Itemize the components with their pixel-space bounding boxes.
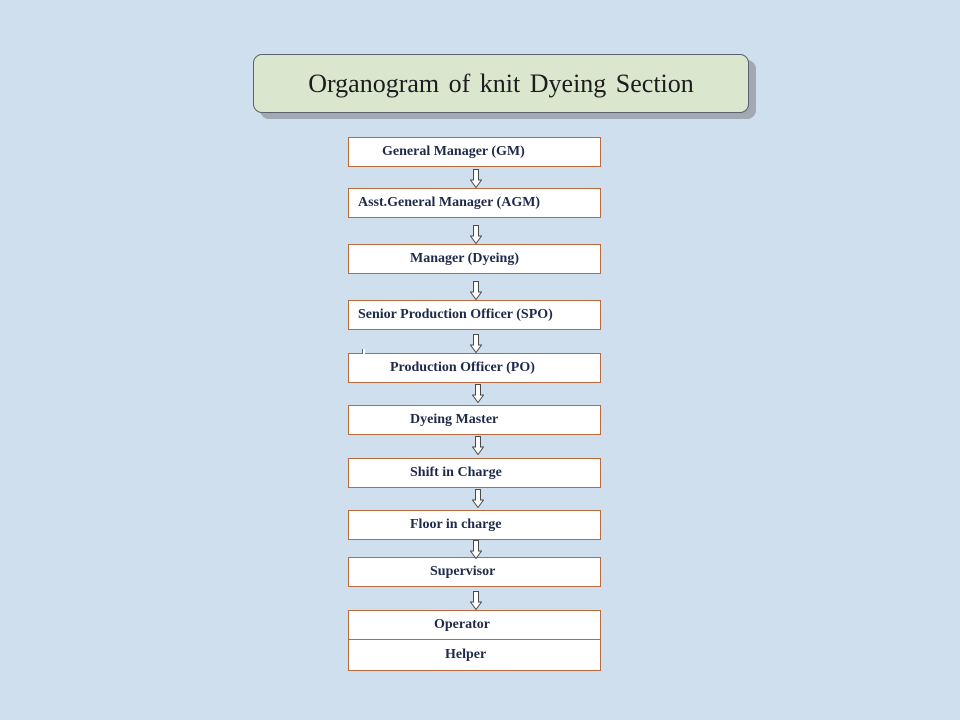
- down-arrow-icon: [470, 225, 482, 244]
- node-supervisor: [348, 557, 601, 587]
- node-floor-in-charge: [348, 510, 601, 540]
- node-general-manager: [348, 137, 601, 167]
- node-label: Operator: [434, 617, 490, 632]
- node-label: Manager (Dyeing): [410, 251, 519, 266]
- connector-tick: [362, 349, 365, 354]
- node-asst-general-manager: [348, 188, 601, 218]
- node-shift-in-charge: [348, 458, 601, 488]
- down-arrow-icon: [470, 281, 482, 300]
- node-label: Asst.General Manager (AGM): [358, 195, 541, 210]
- node-operator: [348, 610, 601, 640]
- node-helper: [348, 639, 601, 671]
- down-arrow-icon: [472, 489, 484, 508]
- node-label: Supervisor: [430, 564, 496, 579]
- node-label: Production Officer (PO): [390, 360, 535, 375]
- node-label: Dyeing Master: [410, 412, 499, 427]
- down-arrow-icon: [472, 384, 484, 403]
- down-arrow-icon: [472, 436, 484, 455]
- node-label: Shift in Charge: [410, 465, 502, 480]
- node-label: General Manager (GM): [382, 144, 525, 159]
- node-senior-production-officer: [348, 300, 601, 330]
- diagram-title: Organogram of knit Dyeing Section: [308, 68, 694, 98]
- node-dyeing-master: [348, 405, 601, 435]
- node-label: Senior Production Officer (SPO): [358, 307, 553, 322]
- node-manager-dyeing: [348, 244, 601, 274]
- down-arrow-icon: [470, 540, 482, 559]
- down-arrow-icon: [470, 334, 482, 353]
- down-arrow-icon: [470, 169, 482, 188]
- down-arrow-icon: [470, 591, 482, 610]
- node-production-officer: [348, 353, 601, 383]
- node-label: Helper: [445, 647, 487, 662]
- title-box: [253, 54, 749, 113]
- node-label: Floor in charge: [410, 517, 502, 532]
